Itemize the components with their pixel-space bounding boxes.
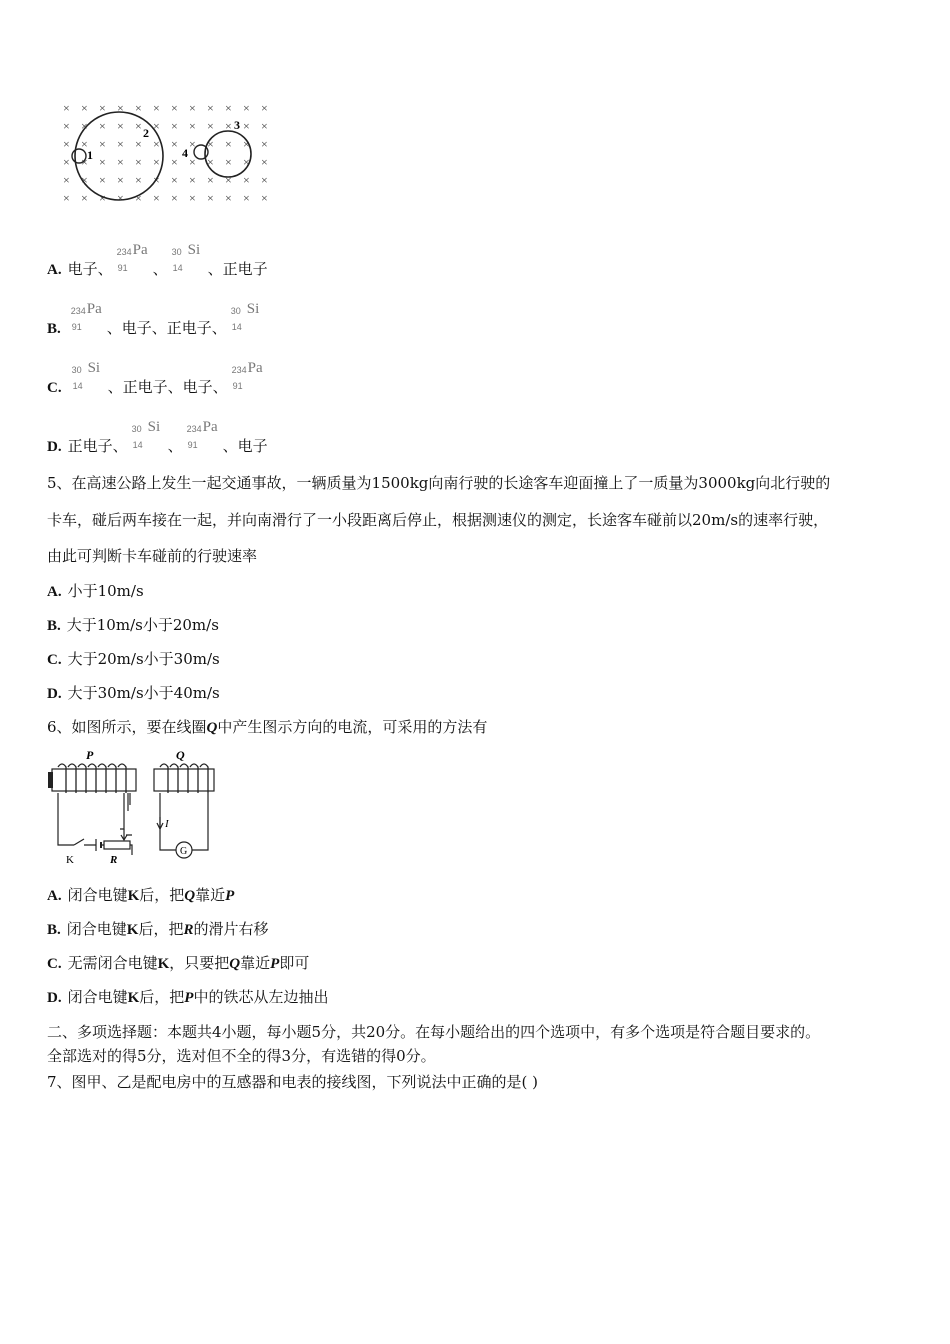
nuclide-atomic: 14	[72, 381, 83, 391]
q6-stem-post: 中产生图示方向的电流，可采用的方法有	[217, 718, 488, 736]
option-letter: C.	[47, 956, 62, 972]
option-text: 正电子、	[67, 437, 128, 455]
option-text: 电子、	[67, 260, 113, 278]
nuclide-mass: 234	[70, 306, 86, 316]
option-var: P	[270, 956, 280, 972]
coil-p-label: P	[86, 748, 94, 762]
nuclide-atomic: 14	[132, 440, 143, 450]
field-cross: ×	[135, 101, 142, 115]
field-cross: ×	[63, 155, 70, 169]
q5-stem-line2: 卡车，碰后两车接在一起，并向南滑行了一小段距离后停止，根据测速仪的测定，长途客车碰前以20m/s的速率行驶，	[47, 511, 829, 529]
option-letter: D.	[47, 686, 62, 702]
rheostat-r-label: R	[110, 854, 118, 866]
field-cross: ×	[135, 191, 142, 205]
option-key: K	[127, 990, 140, 1006]
nuclide-mass: 234	[231, 365, 247, 375]
field-cross: ×	[207, 173, 214, 187]
field-cross: ×	[99, 101, 106, 115]
option-var: R	[183, 922, 194, 938]
option-letter: A.	[47, 584, 62, 600]
nuclide-symbol: Si	[147, 419, 161, 435]
field-cross: ×	[171, 101, 178, 115]
nuclide-symbol: Si	[87, 360, 101, 376]
option-text: 、电子	[222, 437, 268, 455]
field-cross: ×	[189, 155, 196, 169]
nuclide-pa	[67, 301, 107, 337]
nuclide-atomic: 91	[232, 381, 243, 391]
field-cross: ×	[261, 173, 268, 187]
option-var: Q	[184, 888, 196, 904]
option-text: 无需闭合电键	[67, 954, 158, 972]
option-text: 靠近	[240, 954, 271, 972]
coil-q-core	[154, 769, 214, 791]
field-cross: ×	[261, 191, 268, 205]
option-var: P	[225, 888, 235, 904]
nuclide-si	[68, 360, 108, 396]
nuclide-symbol: Pa	[247, 360, 263, 376]
option-text: 大于20m/s小于30m/s	[67, 650, 220, 668]
option-text: 、	[167, 437, 183, 455]
field-cross: ×	[63, 119, 70, 133]
field-cross: ×	[171, 137, 178, 151]
q5-option-d	[47, 683, 220, 704]
field-cross: ×	[117, 119, 124, 133]
option-text: 的滑片右移	[193, 920, 269, 938]
nuclide-atomic: 14	[172, 263, 183, 273]
option-text: 闭合电键	[67, 988, 128, 1006]
option-text: 闭合电键	[66, 920, 127, 938]
nuclide-symbol: Pa	[86, 301, 102, 317]
nuclide-mass: 234	[186, 424, 202, 434]
option-text: 中的铁芯从左边抽出	[193, 988, 329, 1006]
option-letter: A.	[47, 262, 62, 278]
q4-option-d	[47, 419, 268, 457]
switch-k-label: K	[66, 854, 74, 866]
section2-heading-line1: 二、多项选择题：本题共4小题，每小题5分，共20分。在每小题给出的四个选项中，有多个选项是符合题目要求的。	[47, 1023, 821, 1041]
coil-q-label: Q	[176, 748, 185, 762]
nuclide-atomic: 14	[231, 322, 242, 332]
option-var: Q	[229, 956, 241, 972]
q6-option-d	[47, 987, 328, 1008]
field-cross: ×	[81, 191, 88, 205]
q4-option-a	[47, 242, 268, 280]
coil-circuit-figure	[44, 745, 224, 870]
field-cross: ×	[153, 191, 160, 205]
field-cross: ×	[243, 191, 250, 205]
option-key: K	[126, 922, 139, 938]
option-text: ，只要把	[169, 954, 230, 972]
field-cross: ×	[81, 101, 88, 115]
field-cross: ×	[99, 137, 106, 151]
field-cross: ×	[135, 155, 142, 169]
option-key: K	[127, 888, 140, 904]
q5-stem-line3: 由此可判断卡车碰前的行驶速率	[47, 547, 258, 565]
field-cross: ×	[171, 173, 178, 187]
field-cross: ×	[63, 101, 70, 115]
field-cross: ×	[117, 173, 124, 187]
option-letter: D.	[47, 439, 62, 455]
field-cross: ×	[225, 119, 232, 133]
field-cross: ×	[189, 173, 196, 187]
track-label-3: 3	[234, 118, 240, 132]
magnetic-field-figure	[55, 96, 285, 208]
q5-option-c	[47, 649, 220, 670]
nuclide-symbol: Pa	[132, 242, 148, 258]
field-cross: ×	[261, 137, 268, 151]
option-letter: D.	[47, 990, 62, 1006]
field-cross: ×	[261, 119, 268, 133]
q5-option-a	[47, 581, 144, 602]
option-key: K	[157, 956, 170, 972]
field-cross: ×	[117, 137, 124, 151]
track-label-4: 4	[182, 146, 188, 160]
field-cross: ×	[81, 137, 88, 151]
field-cross: ×	[63, 191, 70, 205]
q5-stem-line1: 5、在高速公路上发生一起交通事故，一辆质量为1500kg向南行驶的长途客车迎面撞上了一质量为3000kg向北行驶的	[47, 474, 831, 492]
field-cross: ×	[171, 155, 178, 169]
nuclide-atomic: 91	[71, 322, 82, 332]
coil-p-core-end	[48, 772, 53, 788]
option-letter: A.	[47, 888, 62, 904]
field-crosses	[63, 101, 268, 205]
field-cross: ×	[99, 191, 106, 205]
q5-option-b	[47, 615, 219, 636]
field-cross: ×	[135, 173, 142, 187]
field-cross: ×	[225, 155, 232, 169]
circuit-p-route	[120, 793, 124, 829]
option-text: 、正电子、电子、	[107, 378, 228, 396]
q6-option-a	[47, 885, 234, 906]
field-cross: ×	[81, 119, 88, 133]
option-letter: B.	[47, 321, 61, 337]
field-cross: ×	[81, 155, 88, 169]
field-cross: ×	[243, 137, 250, 151]
field-cross: ×	[117, 191, 124, 205]
nuclide-mass: 30	[230, 306, 241, 316]
field-cross: ×	[207, 137, 214, 151]
option-text: 、电子、正电子、	[106, 319, 227, 337]
option-text: 靠近	[195, 886, 226, 904]
option-text: 、正电子	[207, 260, 268, 278]
field-cross: ×	[171, 119, 178, 133]
q6-option-c	[47, 953, 309, 974]
field-cross: ×	[153, 173, 160, 187]
option-text: 后，把	[139, 886, 185, 904]
nuclide-atomic: 91	[117, 263, 128, 273]
option-text: 后，把	[139, 988, 185, 1006]
field-cross: ×	[261, 155, 268, 169]
switch-k-blade	[74, 839, 84, 845]
galvanometer-label: G	[180, 846, 188, 857]
field-cross: ×	[153, 101, 160, 115]
field-cross: ×	[189, 101, 196, 115]
option-letter: B.	[47, 618, 61, 634]
option-letter: C.	[47, 652, 62, 668]
nuclide-mass: 30	[131, 424, 142, 434]
nuclide-mass: 30	[171, 247, 182, 257]
field-cross: ×	[207, 155, 214, 169]
track-circle-4	[194, 145, 208, 159]
field-cross: ×	[189, 119, 196, 133]
nuclide-mass: 30	[71, 365, 82, 375]
field-cross: ×	[99, 155, 106, 169]
nuclide-atomic: 91	[187, 440, 198, 450]
option-letter: B.	[47, 922, 61, 938]
field-cross: ×	[153, 119, 160, 133]
field-cross: ×	[189, 191, 196, 205]
nuclide-si	[227, 301, 267, 337]
nuclide-mass: 234	[116, 247, 132, 257]
field-cross: ×	[63, 173, 70, 187]
field-cross: ×	[153, 155, 160, 169]
nuclide-pa	[183, 419, 223, 455]
option-text: 即可	[279, 954, 310, 972]
field-cross: ×	[207, 119, 214, 133]
field-cross: ×	[225, 191, 232, 205]
option-text: 闭合电键	[67, 886, 128, 904]
nuclide-pa	[113, 242, 153, 278]
q7-stem: 7、图甲、乙是配电房中的互感器和电表的接线图，下列说法中正确的是( )	[47, 1073, 539, 1091]
option-text: 小于10m/s	[67, 582, 144, 600]
coil-p-core	[52, 769, 136, 791]
q6-stem-var: Q	[206, 720, 218, 736]
field-cross: ×	[117, 155, 124, 169]
field-cross: ×	[117, 101, 124, 115]
q4-option-b	[47, 301, 267, 339]
field-cross: ×	[225, 173, 232, 187]
field-cross: ×	[189, 137, 196, 151]
field-cross: ×	[81, 173, 88, 187]
field-cross: ×	[243, 101, 250, 115]
section2-heading-line2: 全部选对的得5分，选对但不全的得3分，有选错的得0分。	[47, 1047, 436, 1065]
option-letter: C.	[47, 380, 62, 396]
q4-option-c	[47, 360, 268, 398]
nuclide-si	[128, 419, 168, 455]
option-text: 后，把	[138, 920, 184, 938]
field-cross: ×	[99, 173, 106, 187]
field-cross: ×	[135, 137, 142, 151]
option-text: 大于30m/s小于40m/s	[67, 684, 220, 702]
field-cross: ×	[99, 119, 106, 133]
option-text: 、	[152, 260, 168, 278]
track-label-2: 2	[143, 126, 149, 140]
field-cross: ×	[243, 173, 250, 187]
nuclide-symbol: Pa	[202, 419, 218, 435]
field-cross: ×	[171, 191, 178, 205]
nuclide-pa	[228, 360, 268, 396]
field-cross: ×	[153, 137, 160, 151]
field-cross: ×	[261, 101, 268, 115]
field-cross: ×	[207, 101, 214, 115]
field-cross: ×	[243, 119, 250, 133]
field-cross: ×	[243, 155, 250, 169]
track-label-1: 1	[87, 148, 93, 162]
rheostat-r	[104, 841, 130, 849]
field-cross: ×	[63, 137, 70, 151]
option-text: 大于10m/s小于20m/s	[66, 616, 219, 634]
q6-option-b	[47, 919, 269, 940]
nuclide-symbol: Si	[246, 301, 260, 317]
q6-stem-pre: 6、如图所示，要在线圈	[47, 718, 207, 736]
field-cross: ×	[207, 191, 214, 205]
current-i-label: I	[165, 818, 169, 830]
option-var: P	[184, 990, 194, 1006]
field-cross: ×	[225, 101, 232, 115]
nuclide-symbol: Si	[187, 242, 201, 258]
field-cross: ×	[225, 137, 232, 151]
nuclide-si	[168, 242, 208, 278]
q6-stem	[47, 717, 487, 738]
field-cross: ×	[135, 119, 142, 133]
